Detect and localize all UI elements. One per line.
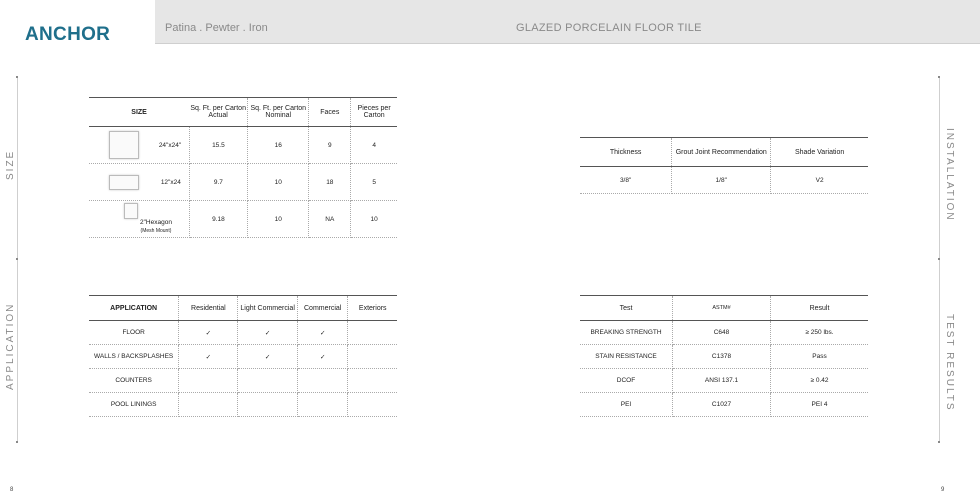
- check-cell: [348, 321, 397, 345]
- table-row: [580, 345, 868, 369]
- test-name: STAIN RESISTANCE: [580, 345, 673, 369]
- check-icon: ✓: [238, 345, 297, 369]
- exteriors-header: Exteriors: [348, 296, 397, 321]
- test-name: BREAKING STRENGTH: [580, 321, 673, 345]
- check-cell: [348, 393, 397, 417]
- brand-block: [0, 0, 155, 66]
- tick-mark: [16, 258, 18, 260]
- table-row: [89, 321, 397, 345]
- tile-swatch-12x24: [109, 175, 139, 190]
- application-header: APPLICATION: [89, 296, 179, 321]
- check-icon: ✓: [179, 345, 238, 369]
- check-cell: [179, 369, 238, 393]
- astm-code: C1027: [673, 393, 771, 417]
- test-result: ≥ 250 lbs.: [770, 321, 868, 345]
- tick-mark: [938, 441, 940, 443]
- tick-mark: [938, 258, 940, 260]
- shade-header: Shade Variation: [771, 138, 868, 167]
- size-label: 2"Hexagon: [140, 219, 172, 227]
- test-result: ≥ 0.42: [770, 369, 868, 393]
- test-result: PEI 4: [770, 393, 868, 417]
- tick-mark: [938, 76, 940, 78]
- result-header: Result: [770, 296, 868, 321]
- pieces-value: 10: [351, 201, 397, 238]
- check-cell: [348, 345, 397, 369]
- check-cell: [179, 393, 238, 417]
- table-row: [89, 369, 397, 393]
- application-label: COUNTERS: [89, 369, 179, 393]
- nominal-header: Sq. Ft. per Carton Nominal: [248, 98, 309, 127]
- check-icon: ✓: [297, 321, 348, 345]
- grout-value: 1/8": [672, 167, 771, 194]
- test-header: Test: [580, 296, 673, 321]
- check-cell: [297, 369, 348, 393]
- check-cell: [238, 369, 297, 393]
- astm-header: ASTM#: [673, 296, 771, 321]
- side-label-application: APPLICATION: [5, 302, 16, 390]
- faces-header: Faces: [309, 98, 351, 127]
- test-name: DCOF: [580, 369, 673, 393]
- table-row: [580, 167, 868, 194]
- test-results-table: [580, 295, 868, 417]
- shade-value: V2: [771, 167, 868, 194]
- check-cell: [297, 393, 348, 417]
- pieces-value: 5: [351, 164, 397, 201]
- test-result: Pass: [770, 345, 868, 369]
- size-label: 12"x24: [160, 178, 181, 186]
- check-cell: [238, 393, 297, 417]
- actual-value: 9.18: [189, 201, 248, 238]
- astm-code: C648: [673, 321, 771, 345]
- page-number-left: 8: [10, 487, 14, 493]
- check-cell: [348, 369, 397, 393]
- check-icon: ✓: [179, 321, 238, 345]
- faces-value: 18: [309, 164, 351, 201]
- size-header: SIZE: [89, 98, 189, 127]
- faces-value: NA: [309, 201, 351, 238]
- nominal-value: 16: [248, 127, 309, 164]
- table-row: [580, 321, 868, 345]
- nominal-value: 10: [248, 164, 309, 201]
- test-name: PEI: [580, 393, 673, 417]
- side-label-test-results: TEST RESULTS: [944, 314, 955, 412]
- product-title: GLAZED PORCELAIN FLOOR TILE: [516, 22, 702, 34]
- light-commercial-header: Light Commercial: [238, 296, 297, 321]
- residential-header: Residential: [179, 296, 238, 321]
- actual-value: 15.5: [189, 127, 248, 164]
- application-label: POOL LININGS: [89, 393, 179, 417]
- side-label-size: SIZE: [5, 149, 16, 180]
- table-row: [580, 369, 868, 393]
- pieces-header: Pieces per Carton: [351, 98, 397, 127]
- astm-code: C1378: [673, 345, 771, 369]
- size-note: (Mesh Mount): [140, 228, 172, 234]
- thickness-value: 3/8": [580, 167, 672, 194]
- table-row: [89, 164, 397, 201]
- tile-swatch-hexagon: [124, 203, 138, 219]
- table-row: [580, 393, 868, 417]
- page-header: [0, 0, 980, 44]
- table-row: [89, 127, 397, 164]
- installation-table: [580, 137, 868, 194]
- tick-mark: [16, 441, 18, 443]
- nominal-value: 10: [248, 201, 309, 238]
- tile-swatch-24x24: [109, 131, 139, 159]
- table-row: [89, 201, 397, 238]
- application-label: FLOOR: [89, 321, 179, 345]
- table-row: [89, 393, 397, 417]
- table-row: [89, 345, 397, 369]
- actual-header: Sq. Ft. per Carton Actual: [189, 98, 248, 127]
- grout-header: Grout Joint Recommendation: [672, 138, 771, 167]
- faces-value: 9: [309, 127, 351, 164]
- check-icon: ✓: [297, 345, 348, 369]
- commercial-header: Commercial: [297, 296, 348, 321]
- actual-value: 9.7: [189, 164, 248, 201]
- brand-logo: ANCHOR: [25, 24, 111, 45]
- check-icon: ✓: [238, 321, 297, 345]
- tick-mark: [16, 76, 18, 78]
- size-table: [89, 97, 397, 238]
- collection-colors: Patina . Pewter . Iron: [165, 22, 268, 34]
- page-number-right: 9: [941, 487, 945, 493]
- side-label-installation: INSTALLATION: [944, 128, 955, 222]
- astm-code: ANSI 137.1: [673, 369, 771, 393]
- pieces-value: 4: [351, 127, 397, 164]
- application-label: WALLS / BACKSPLASHES: [89, 345, 179, 369]
- application-table: [89, 295, 397, 417]
- size-label: 24"x24": [158, 141, 182, 149]
- thickness-header: Thickness: [580, 138, 672, 167]
